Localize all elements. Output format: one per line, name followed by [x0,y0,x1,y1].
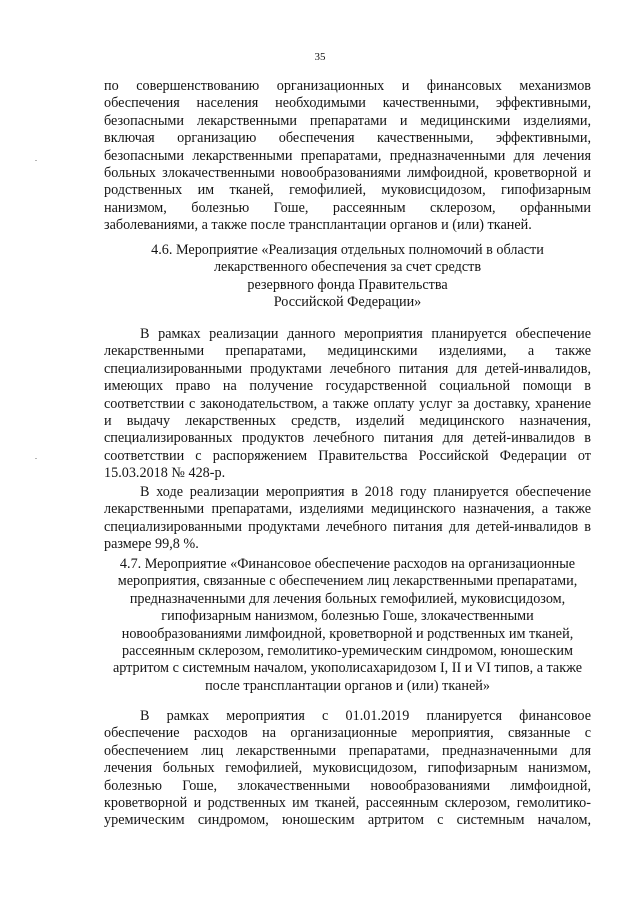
heading-line: мероприятия, связанные с обеспечением лиц лекарственными препаратами, [117,573,578,590]
paragraph-line: нанизмом, болезнью Гоше, рассеянным склерозом, орфанными [104,199,591,216]
heading-line: лекарственного обеспечения за счет средств [213,259,482,276]
paragraph-line: лекарственными препаратами, медицинскими изделиями, а также [104,343,591,360]
paragraph-line: больных злокачественными новообразованиями лимфоидной, кроветворной и [104,164,591,181]
paragraph-line: специализированными продуктами лечебного питания для детей-инвалидов в [104,518,591,535]
paragraph-line: безопасными лекарственными препаратами и медицинскими изделиями, [104,112,591,129]
paragraph-line: специализированных продуктов лечебного питания для детей-инвалидов в [104,430,591,447]
paragraph-line: соответствии с законодательством, а также оплату услуг за доставку, хранение [104,395,591,412]
paragraph-line: родственных им тканей, гемофилией, муковисцидозом, гипофизарным [104,182,591,199]
paragraph-line: уремическим синдромом, юношеским артритом с системным началом, [104,812,591,829]
paragraph-intro [104,78,591,235]
paragraph-line: 15.03.2018 № 428-р. [104,465,226,482]
margin-mark [35,160,37,161]
paragraph-line: размере 99,8 %. [104,536,199,553]
paragraph-line: включая организацию обеспечения качественными, эффективными, [104,130,591,147]
paragraph-line: соответствии с распоряжением Правительства Российской Федерации от [104,447,591,464]
paragraph-4-7 [104,708,591,830]
heading-line: предназначенными для лечения больных гемофилией, муковисцидозом, [129,590,566,607]
heading-line: резервного фонда Правительства [247,276,448,293]
heading-line: рассеянным склерозом, гемолитико-уремическим синдромом, юношеским [122,642,573,659]
paragraph-line: обеспечение расходов на организационные мероприятия, связанные с [104,725,591,742]
paragraph-4-6-a [104,326,591,483]
heading-line: Российской Федерации» [273,294,422,311]
heading-line: после трансплантации органов и (или) тканей» [205,677,490,694]
paragraph-line: и выдачу лекарственных средств, изделий медицинского назначения, [104,412,591,429]
paragraph-line: В ходе реализации мероприятия в 2018 году планируется обеспечение [140,484,591,500]
paragraph-line: В рамках мероприятия с 01.01.2019 планируется финансовое [140,708,591,724]
paragraph-4-6-b [104,484,591,554]
margin-mark [35,458,37,459]
paragraph-line: обеспечением лиц лекарственными препаратами, предназначенными для [104,742,591,759]
paragraph-line: болезнью Гоше, злокачественными новообразованиями лимфоидной, [104,777,591,794]
paragraph-line: В рамках реализации данного мероприятия планируется обеспечение [140,326,591,342]
heading-line: артритом с системным началом, укополисахаридозом I, II и VI типов, а также [112,660,583,677]
paragraph-line: специализированными продуктами лечебного питания для детей-инвалидов, [104,360,591,377]
paragraph-line: лекарственными препаратами, изделиями медицинского назначения, а также [104,501,591,518]
paragraph-line: безопасными лекарственными препаратами, предназначенными для лечения [104,147,591,164]
page-number: 35 [314,51,326,63]
heading-line: гипофизарным нанизмом, болезнью Гоше, злокачественными [161,608,534,625]
paragraph-line: кроветворной и родственных им тканей, рассеянным склерозом, гемолитико- [104,794,591,811]
paragraph-line: по совершенствованию организационных и финансовых механизмов [104,78,591,94]
paragraph-line: обеспечения населения необходимыми качественными, эффективными, [104,95,591,112]
paragraph-line: заболеваниями, а также после трансплантации органов и (или) тканей. [104,217,532,234]
section-heading-4-7 [104,556,591,695]
paragraph-line: имеющих право на получение государственной социальной помощи в [104,378,591,395]
heading-line: 4.7. Мероприятие «Финансовое обеспечение расходов на организационные [119,556,576,572]
paragraph-line: лечения больных гемофилией, муковисцидозом, гипофизарным нанизмом, [104,760,591,777]
section-heading-4-6 [104,242,591,312]
heading-line: 4.6. Мероприятие «Реализация отдельных полномочий в области [151,242,544,258]
heading-line: новообразованиями лимфоидной, кроветворной и родственных им тканей, [121,625,574,642]
